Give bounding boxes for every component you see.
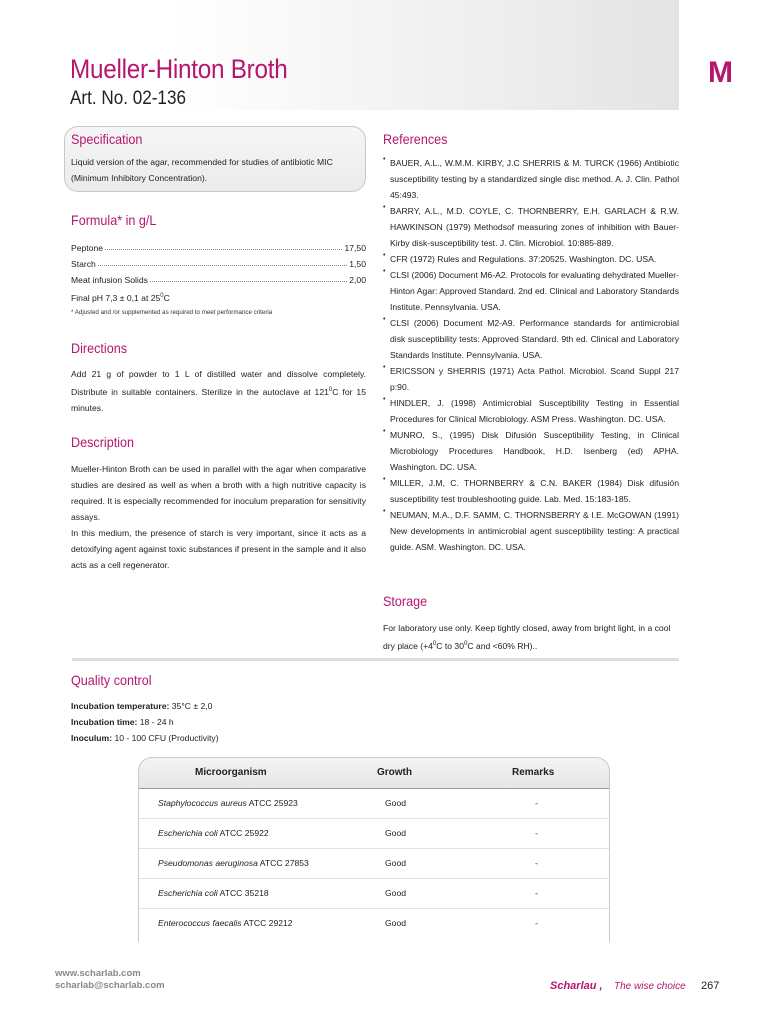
reference-item: • HINDLER, J. (1998) Antimicrobial Susceptibility Testing in Essential Procedures for Clinical Microbiology. ASM Press. Washington. DC. USA.	[383, 395, 679, 427]
table-body	[138, 788, 610, 942]
incubation-time: Incubation time: 18 - 24 h	[71, 717, 174, 727]
formula-heading: Formula* in g/L	[71, 212, 157, 228]
remarks-cell: -	[535, 918, 538, 928]
microorganism-cell: Pseudomonas aeruginosa ATCC 27853	[158, 858, 309, 868]
table-row	[139, 908, 609, 939]
reference-item: • CFR (1972) Rules and Regulations. 37:20525. Washington. DC. USA.	[383, 251, 679, 267]
formula-item-name: Starch	[71, 259, 96, 269]
specification-heading: Specification	[71, 131, 143, 147]
column-header-microorganism: Microorganism	[195, 767, 267, 778]
references-heading: References	[383, 131, 448, 147]
description-paragraph-2: In this medium, the presence of starch is very important, since it acts as a detoxifying agent against toxic substances if present in the sample and it also acts as a cell regenerator.	[71, 528, 366, 570]
directions-heading: Directions	[71, 340, 128, 356]
brand-tagline: The wise choice	[614, 981, 686, 992]
formula-row	[71, 243, 366, 253]
references-list	[383, 155, 679, 555]
final-ph: Final pH 7,3 ± 0,1 at $25^0C$	[71, 292, 170, 303]
reference-item: • MUNRO, S., (1995) Disk Difusión Susceptibility Testing, in Clinical Microbiology Procedures Handbook, H.D. Isenberg (ed) APHA. Washington. DC. USA.	[383, 427, 679, 475]
formula-item-name: Meat infusion Solids	[71, 275, 148, 285]
reference-item: • CLSI (2006) Document M2-A9. Performance standards for antimicrobial disk susceptibility tests: Approved Standard. 9th ed. Clinical and Laboratory Standards Institute. Pennsylvania. USA.	[383, 315, 679, 363]
remarks-cell: -	[535, 798, 538, 808]
footer-contact	[55, 968, 165, 992]
reference-item: • ERICSSON y SHERRIS (1971) Acta Pathol. Microbiol. Scand Suppl 217 p:90.	[383, 363, 679, 395]
storage-heading: Storage	[383, 593, 428, 609]
column-header-remarks: Remarks	[512, 767, 555, 778]
formula-row	[71, 259, 366, 269]
growth-cell: Good	[385, 858, 407, 868]
column-header-growth: Growth	[377, 767, 412, 778]
reference-item: • CLSI (2006) Document M6-A2. Protocols for evaluating dehydrated Mueller-Hinton Agar: Approved Standard. 2nd ed. Clinical and Laboratory Standards Institute. Pennsylvania. USA.	[383, 267, 679, 315]
microorganism-cell: Staphylococcus aureus ATCC 25923	[158, 798, 298, 808]
index-letter: M	[708, 56, 733, 89]
article-number: Art. No. 02-136	[70, 88, 186, 109]
microorganism-cell: Escherichia coli ATCC 25922	[158, 828, 269, 838]
formula-item-value: 17,50	[344, 243, 366, 253]
leader-dots	[105, 243, 342, 250]
microorganism-cell: Escherichia coli ATCC 35218	[158, 888, 269, 898]
quality-control-table	[138, 757, 610, 942]
remarks-cell: -	[535, 888, 538, 898]
reference-item: • NEUMAN, M.A., D.F. SAMM, C. THORNSBERRY & I.E. McGOWAN (1991) New developments in antimicrobial agent susceptibility testing: A practical guide. ASM. Washington. DC. USA.	[383, 507, 679, 555]
brand-logo: Scharlau ,	[550, 980, 603, 992]
specification-text: Liquid version of the agar, recommended for studies of antibiotic MIC (Minimum Inhibitory Concentration).	[71, 157, 333, 183]
table-row	[139, 878, 609, 909]
website-link[interactable]: www.scharlab.com	[55, 968, 141, 979]
quality-control-heading: Quality control	[71, 672, 152, 688]
table-row	[139, 788, 609, 819]
description-heading: Description	[71, 434, 135, 450]
formula-item-value: 1,50	[349, 259, 366, 269]
directions-text: Add 21 g of powder to 1 L of distilled water and dissolve completely. Distribute in suitable containers. Sterilize in the autoclave at $121^0C$ for 15 minutes.	[71, 369, 366, 413]
page-title: Mueller-Hinton Broth	[70, 54, 288, 84]
table-row	[139, 848, 609, 879]
storage-text: For laboratory use only. Keep tightly closed, away from bright light, in a cool dry place ($+4^0C$ to $30^0C$ and <60% RH)..	[383, 623, 671, 651]
formula-footnote: * Adjusted and /or supplemented as required to meet performance criteria	[71, 309, 273, 316]
table-header	[138, 757, 610, 788]
page-number: 267	[701, 980, 720, 992]
reference-item: • MILLER, J.M, C. THORNBERRY & C.N. BAKER (1984) Disk difusión susceptibility test troubleshooting guide. Lab. Med. 15:183-185.	[383, 475, 679, 507]
formula-item-value: 2,00	[349, 275, 366, 285]
inoculum: Inoculum: 10 - 100 CFU (Productivity)	[71, 733, 219, 743]
leader-dots	[98, 259, 347, 266]
section-divider	[72, 658, 679, 661]
reference-item: • BARRY, A.L., M.D. COYLE, C. THORNBERRY, E.H. GARLACH & R.W. HAWKINSON (1979) Methodsof measuring zones of inhibition with Bauer-Kirby disk-susceptibility test. J. Clin. Microbiol. 10:885-889.	[383, 203, 679, 251]
formula-row	[71, 275, 366, 285]
microorganism-cell: Enterococcus faecalis ATCC 29212	[158, 918, 293, 928]
incubation-temperature: Incubation temperature: 35°C ± 2,0	[71, 701, 213, 711]
growth-cell: Good	[385, 918, 407, 928]
reference-item: • BAUER, A.L., W.M.M. KIRBY, J.C SHERRIS & M. TURCK (1966) Antibiotic susceptibility testing by a standardized single disc method. A. J. Clin. Pathol 45:493.	[383, 155, 679, 203]
table-row	[139, 818, 609, 849]
remarks-cell: -	[535, 828, 538, 838]
formula-item-name: Peptone	[71, 243, 104, 253]
growth-cell: Good	[385, 798, 407, 808]
growth-cell: Good	[385, 888, 407, 898]
leader-dots	[150, 275, 347, 282]
remarks-cell: -	[535, 858, 538, 868]
growth-cell: Good	[385, 828, 407, 838]
description-paragraph-1: Mueller-Hinton Broth can be used in parallel with the agar when comparative studies are desired as well as when a broth with a high nutritive capacity is required. It is especially recommended for inoculum preparation for sensitivity assays.	[71, 464, 366, 522]
email-link[interactable]: scharlab@scharlab.com	[55, 980, 165, 991]
